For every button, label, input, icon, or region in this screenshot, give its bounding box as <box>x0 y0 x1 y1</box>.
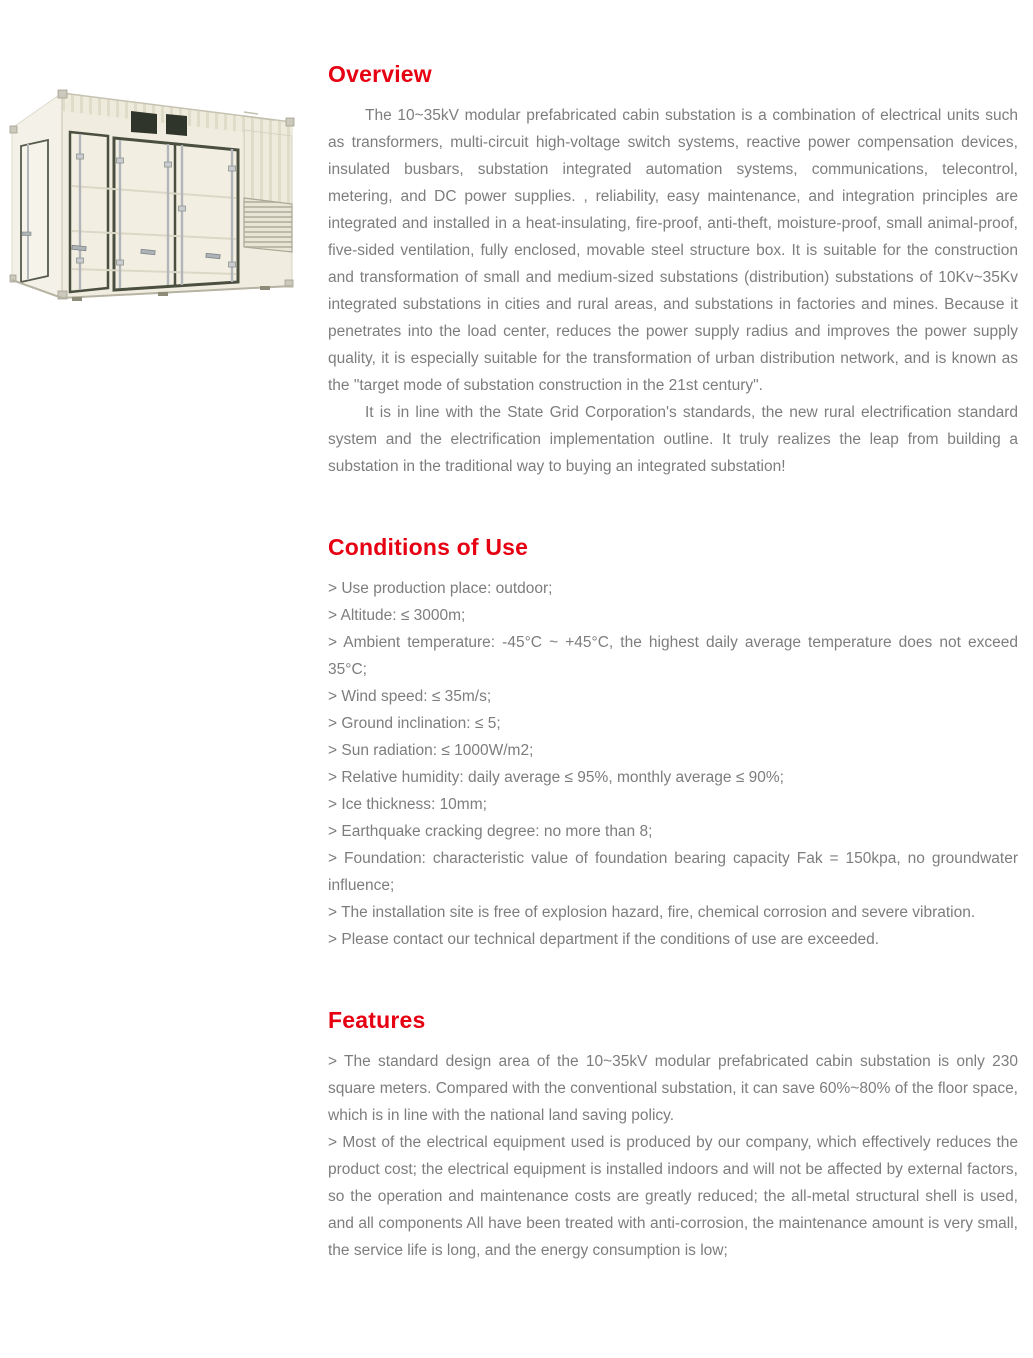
condition-item-7: > Relative humidity: daily average ≤ 95%, monthly average ≤ 90%; <box>328 769 784 786</box>
corrugated-panel <box>244 130 292 204</box>
overview-paragraph-2: It is in line with the State Grid Corporation's standards, the new rural electrification standard system and the electrification implementation outline. It truly realizes the leap from building a substation in the traditional way to buying an integrated substation! <box>328 404 1018 475</box>
section-features <box>328 1006 1018 1264</box>
condition-item-8: > Ice thickness: 10mm; <box>328 796 487 813</box>
vent-window <box>166 114 187 136</box>
feature-item-1: > The standard design area of the 10~35kV modular prefabricated cabin substation is only 230 square meters. Compared with the conventional substation, it can save 60%~80% of the floor space, which is in line with the national land saving policy. <box>328 1053 1018 1124</box>
condition-item-3: > Ambient temperature: -45°C ~ +45°C, the highest daily average temperature does not exceed 35°C; <box>328 634 1018 678</box>
section-conditions-of-use <box>328 533 1018 953</box>
condition-item-12: > Please contact our technical department if the conditions of use are exceeded. <box>328 931 880 948</box>
feature-item-2: > Most of the electrical equipment used is produced by our company, which effectively reduces the product cost; the electrical equipment is installed indoors and will not be affected by external factors, so the operation and maintenance costs are greatly reduced; the all-metal structural shell is used, and all components All have been treated with anti-corrosion, the maintenance amount is very small, the service life is long, and the energy consumption is low; <box>328 1134 1018 1259</box>
condition-item-4: > Wind speed: ≤ 35m/s; <box>328 688 492 705</box>
overview-paragraph-1: The 10~35kV modular prefabricated cabin substation is a combination of electrical units such as transformers, multi-circuit high-voltage switch systems, reactive power compensation devices, insulated busbars, substation integrated automation systems, communications, telecontrol, metering, and DC power supplies. , reliability, easy maintenance, and integration principles are integrated and installed in a heat-insulating, fire-proof, anti-theft, moisture-proof, small animal-proof, five-sided ventilation, fully enclosed, movable steel structure box. It is suitable for the construction and transformation of small and medium-sized substations (distribution) substations of 10Kv~35Kv integrated substations in cities and rural areas, and substations in factories and mines. Because it penetrates into the load center, reduces the power supply radius and improves the power supply quality, it is especially suitable for the transformation of urban distribution network, and is known as the "target mode of substation construction in the 21st century". <box>328 107 1018 394</box>
condition-item-5: > Ground inclination: ≤ 5; <box>328 715 501 732</box>
conditions-title: Conditions of Use <box>328 534 529 560</box>
vent-window <box>131 111 157 134</box>
section-overview <box>328 60 1018 480</box>
overview-title: Overview <box>328 61 432 87</box>
content-column <box>328 60 1018 1264</box>
condition-item-6: > Sun radiation: ≤ 1000W/m2; <box>328 742 534 759</box>
louver-vent <box>244 198 292 252</box>
side-door <box>21 140 48 282</box>
condition-item-9: > Earthquake cracking degree: no more than 8; <box>328 823 653 840</box>
condition-item-2: > Altitude: ≤ 3000m; <box>328 607 466 624</box>
condition-item-10: > Foundation: characteristic value of foundation bearing capacity Fak = 150kpa, no groundwater influence; <box>328 850 1018 894</box>
product-image <box>8 86 320 302</box>
substation-container-illustration <box>8 86 320 302</box>
front-door-left <box>70 132 108 292</box>
condition-item-1: > Use production place: outdoor; <box>328 580 553 597</box>
condition-item-11: > The installation site is free of explosion hazard, fire, chemical corrosion and severe vibration. <box>328 904 976 921</box>
features-title: Features <box>328 1007 426 1033</box>
